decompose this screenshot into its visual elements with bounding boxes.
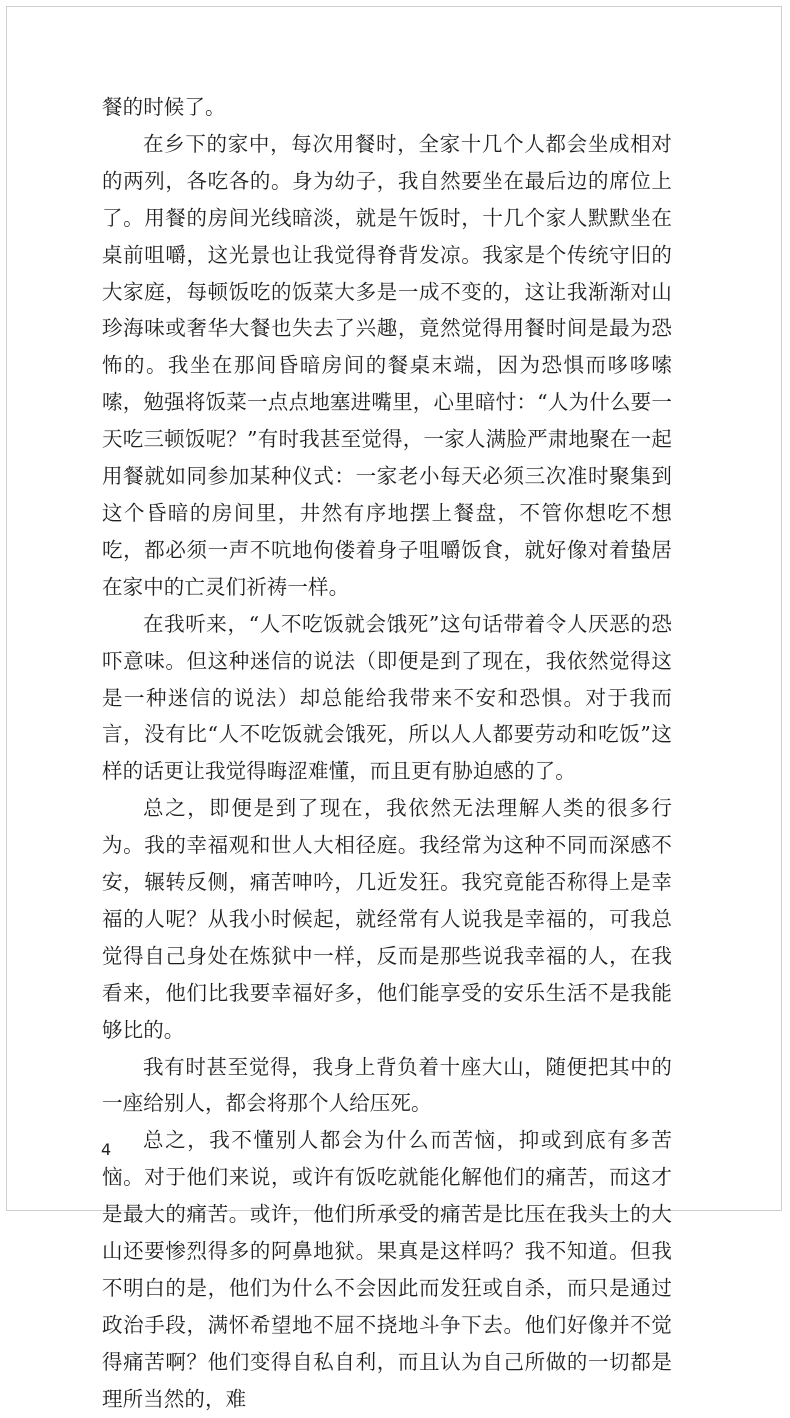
paragraph-family-meals: 在乡下的家中，每次用餐时，全家十几个人都会坐成相对的两列，各吃各的。身为幼子，我自然要坐在最后边的席位上了。用餐的房间光线暗淡，就是午饭时，十几个家人默默坐在桌前咀嚼，这光景也让我觉得脊背发凉。我家是个传统守旧的大家庭，每顿饭吃的饭菜大多是一成不变的，这让我渐渐对山珍海味或奢华大餐也失去了兴趣，竟然觉得用餐时间是最为恐怖的。我坐在那间昏暗房间的餐桌末端，因为恐惧而哆哆嗦嗦，勉强将饭菜一点点地塞进嘴里，心里暗忖：“人为什么要一天吃三顿饭呢？”有时我甚至觉得，一家人满脸严肃地聚在一起用餐就如同参加某种仪式：一家老小每天必须三次准时聚集到这个昏暗的房间里，井然有序地摆上餐盘，不管你想吃不想吃，都必须一声不吭地佝偻着身子咀嚼饭食，就好像对着蛰居在家中的亡灵们祈祷一样。 xyxy=(102,131,672,599)
paragraph-continuation: 餐的时候了。 xyxy=(102,95,226,119)
paragraph-happiness: 总之，即便是到了现在，我依然无法理解人类的很多行为。我的幸福观和世人大相径庭。我经常为这种不同而深感不安，辗转反侧，痛苦呻吟，几近发狂。我究竟能否称得上是幸福的人呢？从我小时候起，就经常有人说我是幸福的，可我总觉得自己身处在炼狱中一样，反而是那些说我幸福的人，在我看来，他们比我要幸福好多，他们能享受的安乐生活不是我能够比的。 xyxy=(102,796,672,1042)
body-text xyxy=(102,89,672,1418)
paragraph-suffering: 总之，我不懂别人都会为什么而苦恼，抑或到底有多苦恼。对于他们来说，或许有饭吃就能化解他们的痛苦，而这才是最大的痛苦。或许，他们所承受的痛苦是比压在我头上的大山还要惨烈得多的阿鼻地狱。果真是这样吗？我不知道。但我不明白的是，他们为什么不会因此而发狂或自杀，而只是通过政治手段，满怀希望地不屈不挠地斗争下去。他们好像并不觉得痛苦啊？他们变得自私自利，而且认为自己所做的一切都是理所当然的，难 xyxy=(102,1128,672,1411)
paragraph-ten-mountains: 我有时甚至觉得，我身上背负着十座大山，随便把其中的一座给别人，都会将那个人给压死。 xyxy=(102,1054,672,1116)
page-number: 4 xyxy=(101,1140,112,1159)
paragraph-starvation-saying: 在我听来，“人不吃饭就会饿死”这句话带着令人厌恶的恐吓意味。但这种迷信的说法（即便是到了现在，我依然觉得这是一种迷信的说法）却总能给我带来不安和恐惧。对于我而言，没有比“人不吃饭就会饿死，所以人人都要劳动和吃饭”这样的话更让我觉得晦涩难懂，而且更有胁迫感的了。 xyxy=(102,611,672,784)
